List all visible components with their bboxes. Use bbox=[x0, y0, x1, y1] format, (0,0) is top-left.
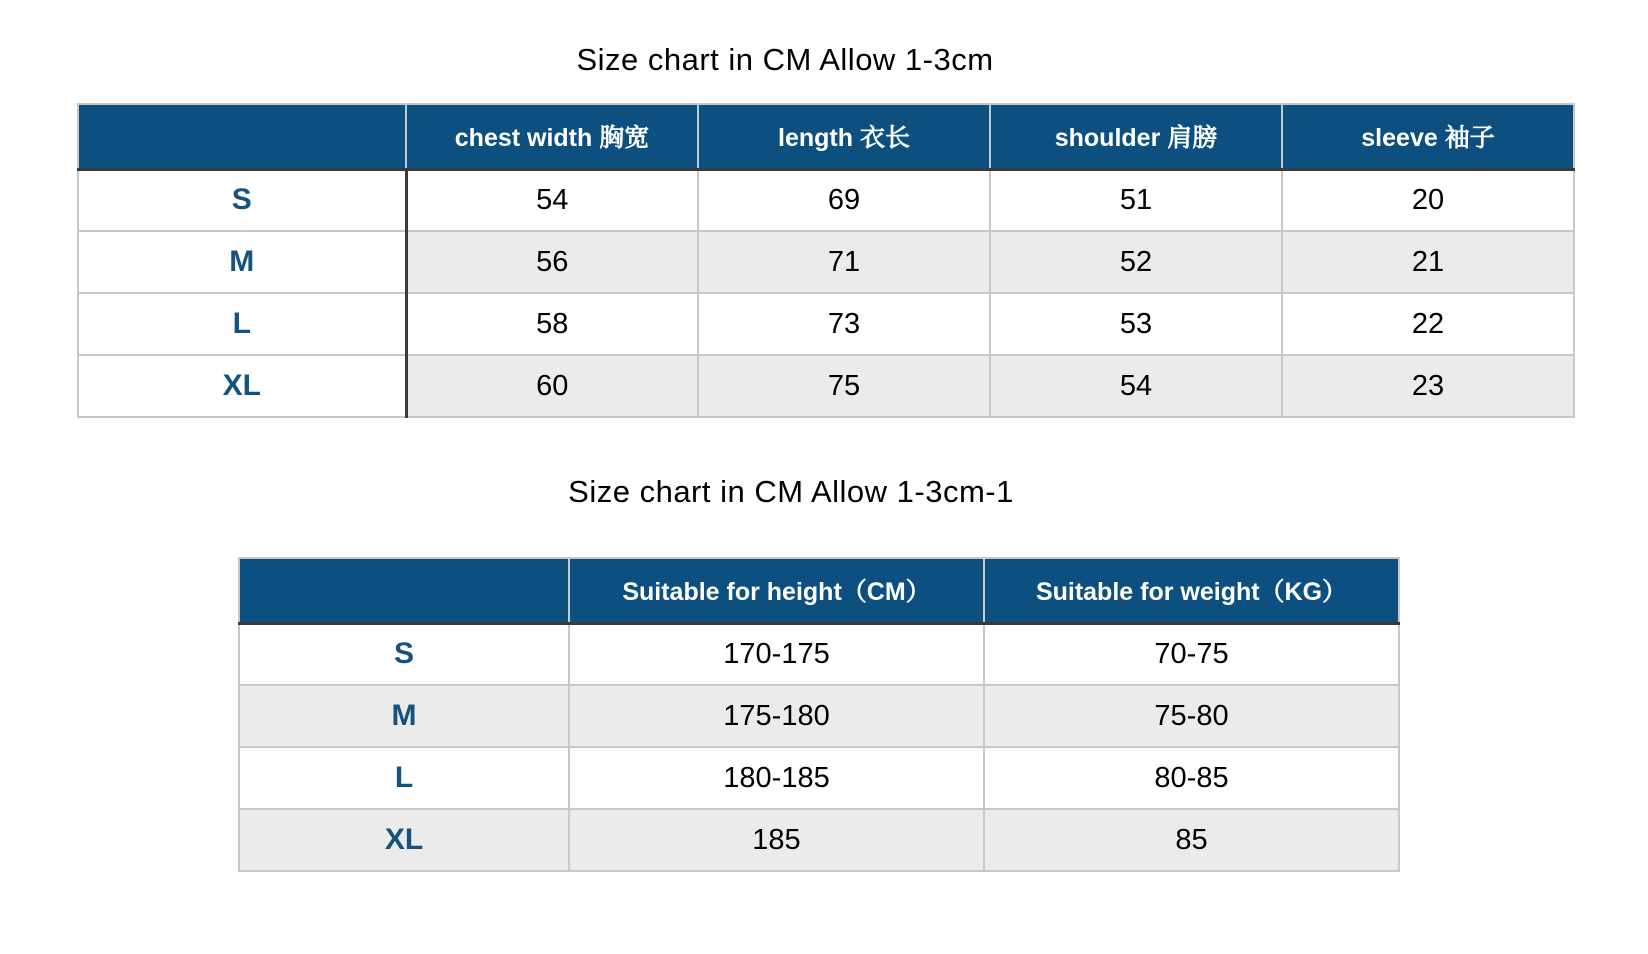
cell-length-m: 71 bbox=[698, 231, 990, 293]
table-row-s bbox=[78, 169, 1574, 231]
corner-header-cell bbox=[78, 104, 406, 169]
size-label-l: L bbox=[78, 293, 406, 355]
cell-height-s: 170-175 bbox=[569, 623, 984, 685]
size-label-s: S bbox=[78, 169, 406, 231]
column-header-sleeve: sleeve 袖子 bbox=[1282, 104, 1574, 169]
cell-weight-l: 80-85 bbox=[984, 747, 1399, 809]
size-label-xl: XL bbox=[239, 809, 569, 871]
table-row-m bbox=[239, 685, 1399, 747]
cell-weight-s: 70-75 bbox=[984, 623, 1399, 685]
cell-shoulder-m: 52 bbox=[990, 231, 1282, 293]
cell-height-l: 180-185 bbox=[569, 747, 984, 809]
cell-sleeve-l: 22 bbox=[1282, 293, 1574, 355]
cell-shoulder-s: 51 bbox=[990, 169, 1282, 231]
size-table-measurements bbox=[77, 103, 1575, 418]
header-row bbox=[78, 104, 1574, 169]
header-row bbox=[239, 558, 1399, 623]
size-table-fit bbox=[238, 557, 1400, 872]
size-label-m: M bbox=[78, 231, 406, 293]
table-row-xl bbox=[78, 355, 1574, 417]
cell-sleeve-m: 21 bbox=[1282, 231, 1574, 293]
size-label-l: L bbox=[239, 747, 569, 809]
column-header-weight: Suitable for weight（KG） bbox=[984, 558, 1399, 623]
size-chart-title-measurements: Size chart in CM Allow 1-3cm bbox=[576, 42, 994, 77]
table-row-l bbox=[239, 747, 1399, 809]
cell-chest-width-m: 56 bbox=[406, 231, 698, 293]
size-label-s: S bbox=[239, 623, 569, 685]
column-header-height: Suitable for height（CM） bbox=[569, 558, 984, 623]
column-header-chest-width: chest width 胸宽 bbox=[406, 104, 698, 169]
corner-header-cell bbox=[239, 558, 569, 623]
cell-chest-width-s: 54 bbox=[406, 169, 698, 231]
cell-length-xl: 75 bbox=[698, 355, 990, 417]
cell-chest-width-xl: 60 bbox=[406, 355, 698, 417]
cell-length-l: 73 bbox=[698, 293, 990, 355]
cell-sleeve-xl: 23 bbox=[1282, 355, 1574, 417]
cell-length-s: 69 bbox=[698, 169, 990, 231]
table-row-l bbox=[78, 293, 1574, 355]
cell-chest-width-l: 58 bbox=[406, 293, 698, 355]
cell-height-xl: 185 bbox=[569, 809, 984, 871]
size-chart-title-fit: Size chart in CM Allow 1-3cm-1 bbox=[568, 474, 1014, 509]
size-label-m: M bbox=[239, 685, 569, 747]
table-row-xl bbox=[239, 809, 1399, 871]
size-label-xl: XL bbox=[78, 355, 406, 417]
table-row-m bbox=[78, 231, 1574, 293]
cell-weight-m: 75-80 bbox=[984, 685, 1399, 747]
cell-shoulder-xl: 54 bbox=[990, 355, 1282, 417]
column-header-shoulder: shoulder 肩膀 bbox=[990, 104, 1282, 169]
column-header-length: length 衣长 bbox=[698, 104, 990, 169]
cell-weight-xl: 85 bbox=[984, 809, 1399, 871]
cell-height-m: 175-180 bbox=[569, 685, 984, 747]
table-row-s bbox=[239, 623, 1399, 685]
cell-shoulder-l: 53 bbox=[990, 293, 1282, 355]
cell-sleeve-s: 20 bbox=[1282, 169, 1574, 231]
